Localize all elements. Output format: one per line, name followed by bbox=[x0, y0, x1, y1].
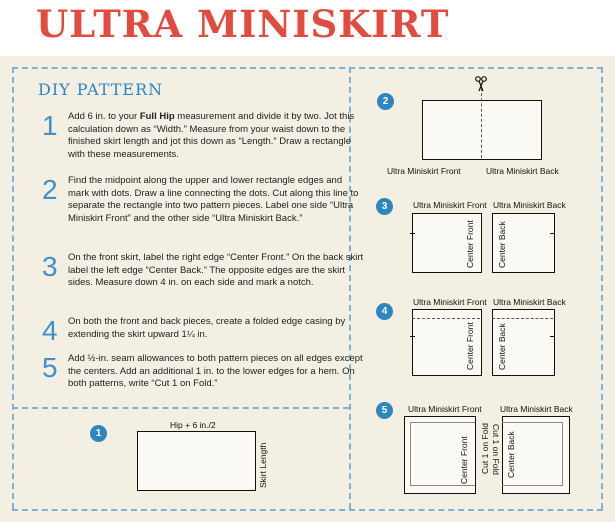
diagram-3-center-front: Center Front bbox=[465, 220, 475, 268]
section-divider bbox=[12, 407, 349, 409]
diagram-4-center-back: Center Back bbox=[497, 323, 507, 370]
diagram-4-front-notch bbox=[410, 336, 415, 337]
page-title: ULTRA MINISKIRT bbox=[36, 2, 450, 46]
diagram-1-badge: 1 bbox=[90, 425, 107, 442]
scissors-icon bbox=[474, 76, 488, 92]
diagram-5-fold-front: Cut 1 on Fold bbox=[480, 422, 490, 474]
diagram-5-badge: 5 bbox=[376, 402, 393, 419]
diagram-2-badge: 2 bbox=[377, 93, 394, 110]
step-2-text: Find the midpoint along the upper and lower rectangle edges and mark with dots. Draw a line connecting the dots. Cut along this line to separate the rectangle into two pattern pieces. Label one side “Ultra Miniskirt Front” and the other side “Ultra Miniskirt Back.” bbox=[68, 175, 359, 224]
diagram-1-width-label: Hip + 6 in./2 bbox=[170, 420, 216, 430]
diagram-2-back-label: Ultra Miniskirt Back bbox=[486, 166, 559, 176]
diagram-4-center-front: Center Front bbox=[465, 322, 475, 370]
step-5-text: Add ½-in. seam allowances to both pattern pieces on all edges except the centers. Add an additional 1 in. to the lower edges for a hem. On both patterns, write “Cut 1 on Fold.” bbox=[68, 353, 363, 390]
diagram-4-front-fold bbox=[412, 318, 480, 319]
diagram-5-center-front: Center Front bbox=[459, 436, 469, 484]
step-4-number: 4 bbox=[42, 315, 58, 346]
diagram-4-front-label: Ultra Miniskirt Front bbox=[413, 297, 487, 307]
step-1-number: 1 bbox=[42, 110, 58, 141]
diagram-1-rectangle bbox=[137, 431, 256, 491]
diagram-4-back-fold bbox=[492, 318, 553, 319]
diagram-3-front-label: Ultra Miniskirt Front bbox=[413, 200, 487, 210]
diagram-3-back-label: Ultra Miniskirt Back bbox=[493, 200, 566, 210]
section-title: DIY PATTERN bbox=[38, 80, 164, 99]
diagram-4-badge: 4 bbox=[376, 303, 393, 320]
border-top bbox=[12, 67, 603, 69]
step-1-text-bold: Full Hip bbox=[139, 111, 175, 122]
border-left bbox=[12, 67, 14, 509]
border-bottom bbox=[12, 509, 603, 511]
step-1-text-pre: Add 6 in. to your bbox=[68, 111, 140, 122]
diagram-3-center-back: Center Back bbox=[497, 221, 507, 268]
diagram-5-center-back: Center Back bbox=[506, 431, 516, 478]
diagram-2-cut-line bbox=[481, 88, 482, 158]
diagram-3-back-notch bbox=[550, 233, 555, 234]
step-5-number: 5 bbox=[42, 352, 58, 383]
diagram-4-back-notch bbox=[550, 336, 555, 337]
diagram-5-back-label: Ultra Miniskirt Back bbox=[500, 404, 573, 414]
diagram-5-fold-back: Cut 1 on Fold bbox=[491, 424, 501, 476]
diagram-4-back-label: Ultra Miniskirt Back bbox=[493, 297, 566, 307]
step-3-text: On the front skirt, label the right edge “Center Front.” On the back skirt label the left edge “Center Back.” The opposite edges are the skirt sides. Measure down 4 in. on each side and mark a notch. bbox=[68, 252, 364, 289]
step-4-text: On both the front and back pieces, create a folded edge casing by extending the skirt upward 1¼ in. bbox=[68, 316, 346, 340]
diagram-3-front-notch bbox=[410, 233, 415, 234]
diagram-5-front-label: Ultra Miniskirt Front bbox=[408, 404, 482, 414]
step-1-text-post: measurement and divide it by two. Jot this calculation down as “Width.” Measure from your waist down to the finished skirt length and jot this down as “Length.” Draw a rectangle with these measurements. bbox=[68, 111, 355, 160]
diagram-3-badge: 3 bbox=[376, 198, 393, 215]
step-3-number: 3 bbox=[42, 251, 58, 282]
step-1-text bbox=[68, 111, 364, 161]
step-2-number: 2 bbox=[42, 174, 58, 205]
diagram-1-length-label: Skirt Length bbox=[258, 442, 268, 488]
diagram-2-rectangle bbox=[422, 100, 542, 160]
diagram-2-front-label: Ultra Miniskirt Front bbox=[387, 166, 461, 176]
border-right bbox=[601, 67, 603, 509]
